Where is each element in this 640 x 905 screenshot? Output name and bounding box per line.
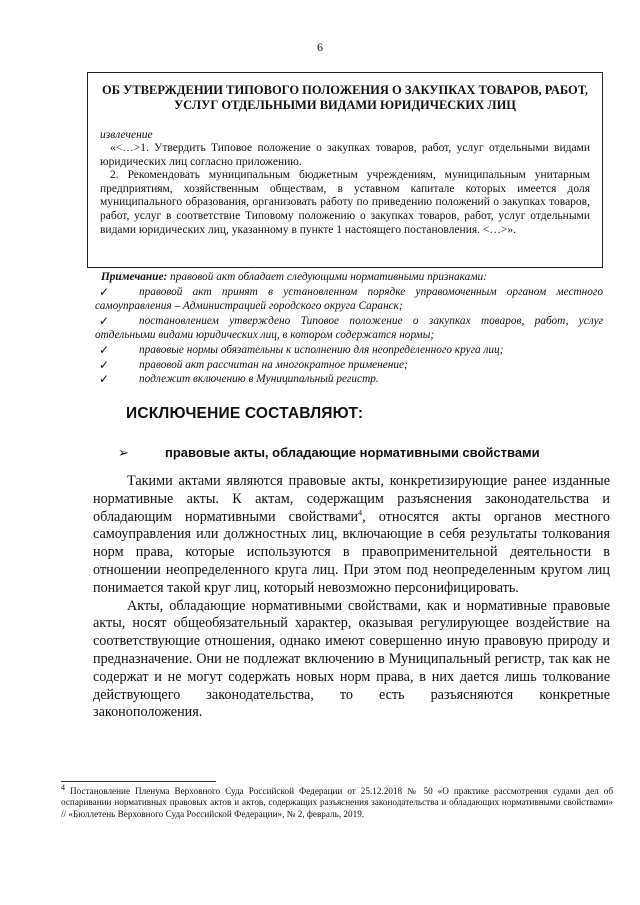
check-mark-icon: ✓ (99, 284, 110, 299)
extract-paragraph-2: 2. Рекомендовать муниципальным бюджетным учреждениям, муниципальным унитарным предприятиям, хозяйственным обществам, в уставном капитале которых имеется доля муниципального образования, организовать работу по приведению положений о закупках товаров, работ, услуг в соответствие Типовому положению о закупках товаров, работ, услуг отдельными видами юридических лиц, указанному в пункте 1 настоящего постановления. <…>». (100, 169, 590, 236)
extract-box (87, 72, 603, 268)
note-block (95, 270, 603, 387)
note-intro-text: правовой акт обладает следующими нормативными признаками: (167, 271, 487, 283)
note-item (95, 314, 603, 343)
note-item-text: постановлением утверждено Типовое положение о закупках товаров, работ, услуг отдельными видами юридических лиц, в котором содержатся нормы; (95, 314, 603, 342)
extract-paragraph-1: «<…>1. Утвердить Типовое положение о закупках товаров, работ, услуг отдельными видами юридических лиц согласно приложению. (100, 142, 590, 168)
note-intro (95, 270, 603, 285)
body-paragraph-1-end: , относятся акты органов местного самоуправления или должностных лиц, включающие в себя результаты толкования норм права, которые используются в правоприменительной деятельности в отношении неопределенного круга лиц. При этом под неопределенным кругом лиц понимается такой круг лиц, который невозможно персонифицировать. (93, 508, 610, 596)
body-text (93, 473, 610, 722)
check-mark-icon: ✓ (99, 357, 110, 372)
check-mark-icon: ✓ (99, 372, 110, 387)
note-item (95, 372, 603, 387)
check-mark-icon: ✓ (99, 313, 110, 328)
footnote-divider (61, 781, 216, 782)
footnote-ref[interactable]: 4 (358, 507, 363, 517)
note-label: Примечание: (101, 271, 168, 283)
note-item (95, 358, 603, 373)
note-item-text: подлежит включению в Муниципальный регистр. (139, 373, 379, 386)
bullet-heading (118, 445, 540, 461)
note-item-text: правовой акт рассчитан на многократное применение; (139, 358, 408, 371)
note-item-text: правовой акт принят в установленном порядке управомоченным органом местного самоуправления – Администрацией городского округа Саранск; (95, 285, 603, 313)
body-paragraph-1 (93, 473, 610, 598)
body-paragraph-2: Акты, обладающие нормативными свойствами, как и нормативные правовые акты, носят общеобязательный характер, оказывая регулирующее воздействие на соответствующие отношения, однако имеют совершенно иную правовую природу и предназначение. Они не подлежат включению в Муниципальный регистр, так как не содержат и не могут содержать новых норм права, в них дается лишь толкование действующего законодательства, то есть разъясняются конкретные законоположения. (93, 597, 610, 721)
extract-label: извлечение (100, 129, 153, 141)
note-item (95, 343, 603, 358)
check-mark-icon: ✓ (99, 342, 110, 357)
extract-title: ОБ УТВЕРЖДЕНИИ ТИПОВОГО ПОЛОЖЕНИЯ О ЗАКУПКАХ ТОВАРОВ, РАБОТ, УСЛУГ ОТДЕЛЬНЫМИ ВИДАМИ ЮРИДИЧЕСКИХ ЛИЦ (102, 83, 588, 112)
arrow-bullet-icon: ➢ (118, 446, 129, 461)
body-paragraph-1-start: Такими актами являются правовые акты, конкретизирующие ранее изданные нормативные акты. К актам, содержащим разъяснения законодательства и обладающим нормативными свойствами (93, 473, 610, 525)
note-item (95, 285, 603, 314)
footnote (61, 782, 613, 820)
bullet-heading-text: правовые акты, обладающие нормативными свойствами (165, 445, 540, 460)
section-heading: ИСКЛЮЧЕНИЕ СОСТАВЛЯЮТ: (126, 405, 364, 422)
note-item-text: правовые нормы обязательны к исполнению для неопределенного круга лиц; (139, 343, 504, 356)
page-number: 6 (317, 40, 323, 54)
footnote-number: 4 (61, 782, 65, 792)
footnote-text: Постановление Пленума Верховного Суда Российской Федерации от 25.12.2018 № 50 «О практике рассмотрения судами дел об оспаривании нормативных правовых актов и актов, содержащих разъяснения законодательства и обладающих нормативными свойствами» // «Бюллетень Верховного Суда Российской Федерации», № 2, февраль, 2019. (61, 786, 613, 819)
